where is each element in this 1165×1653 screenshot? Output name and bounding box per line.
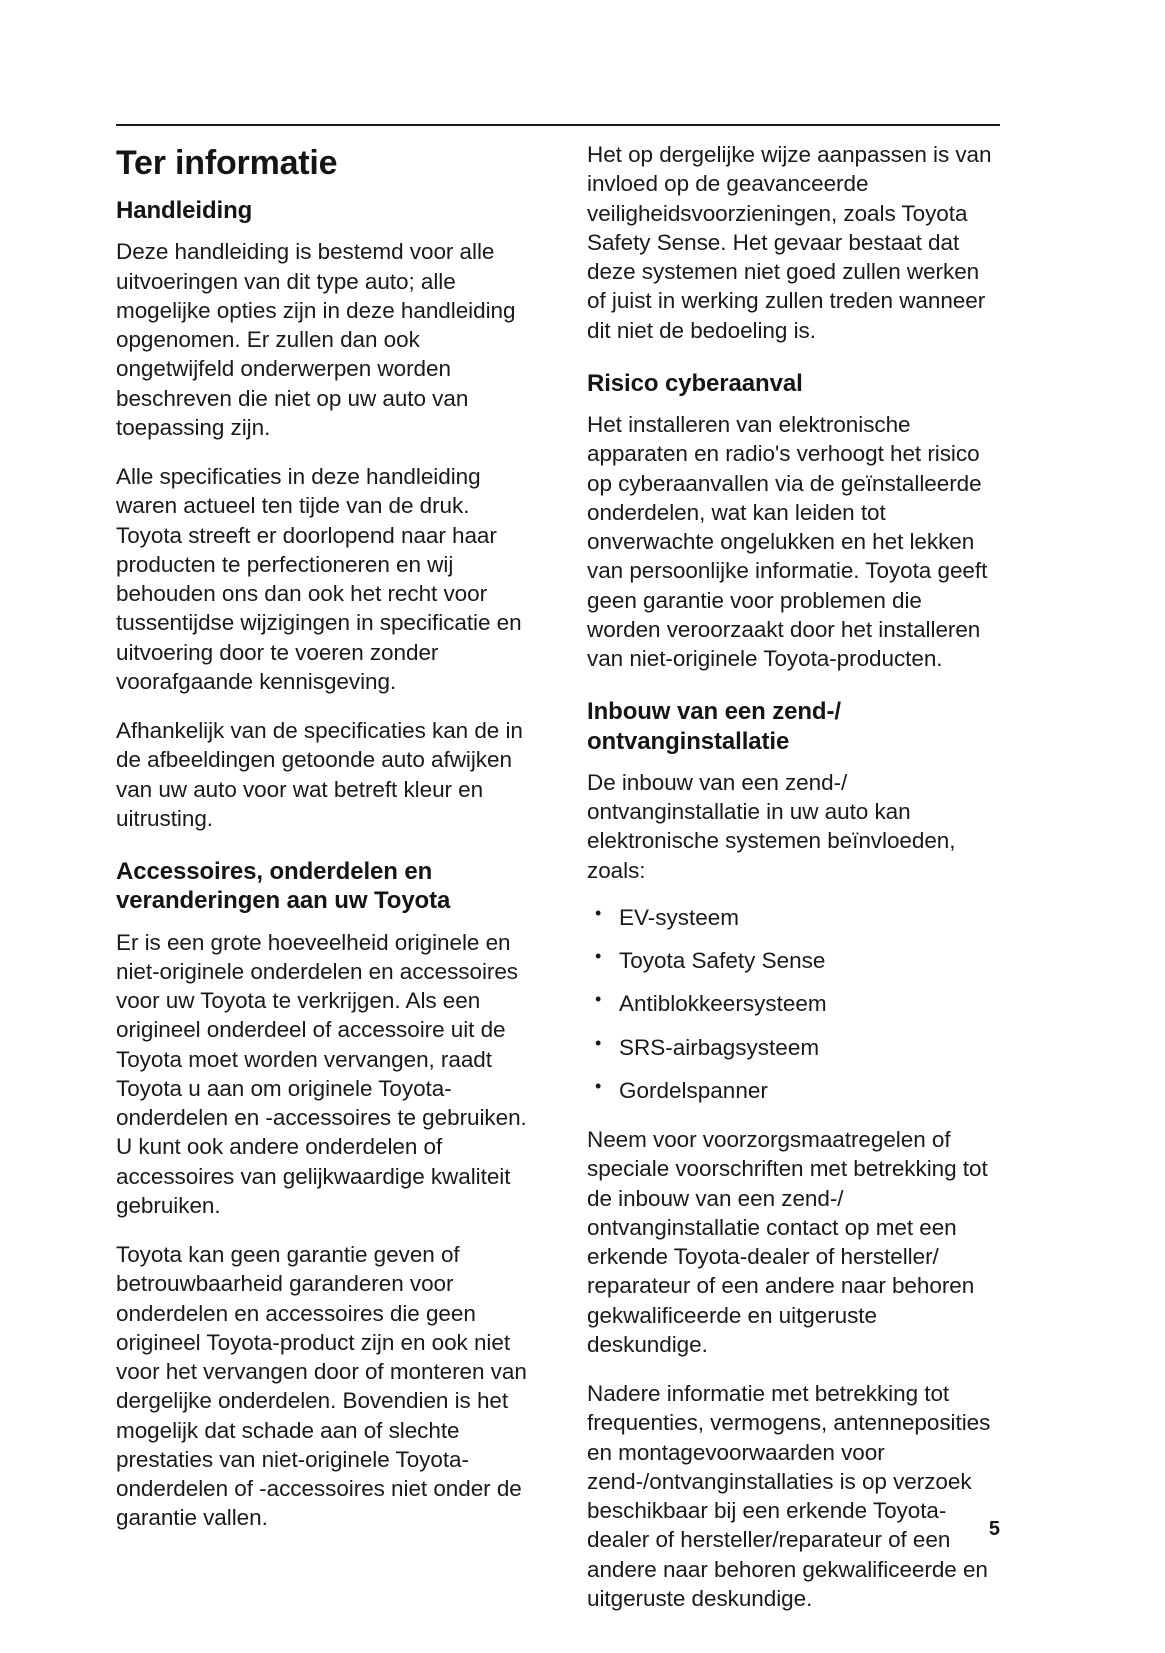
paragraph: Afhankelijk van de specificaties kan de in de afbeeldingen getoonde auto afwijken van uw auto voor wat betreft kleur en uitrusting. [116,718,523,831]
paragraph: Er is een grote hoeveelheid originele en niet-originele onderdelen en accessoires voor uw Toyota te verkrijgen. Als een origineel onderdeel of accessoire uit de Toyota moet worden vervangen, raadt Toyota u aan om originele Toyota-onderdelen en -accessoires te gebruiken. U kunt ook andere onderdelen of accessoires van gelijkwaardige kwaliteit gebruiken. [116,929,527,1218]
section-heading-inbouw-zend-ontvanginstallatie: Inbouw van een zend-/ ontvanginstallatie [587,698,841,755]
paragraph: Nadere informatie met betrekking tot frequenties, vermogens, antenneposities en montagevoorwaarden voor zend-/ontvanginstallaties is op verzoek beschikbaar bij een erkende Toyota-dealer of hersteller/reparateur of een andere naar behoren gekwalificeerde en uitgeruste deskundige. [587,1381,991,1611]
affected-systems-list [587,903,1000,1105]
two-column-layout [116,140,1000,1633]
page-title: Ter informatie [116,144,338,182]
list-item: • Toyota Safety Sense [587,946,1000,975]
section-heading-handleiding: Handleiding [116,197,253,225]
list-item: • Antiblokkeersysteem [587,989,1000,1018]
list-item: • Gordelspanner [587,1076,1000,1105]
paragraph: Het op dergelijke wijze aanpassen is van invloed op de geavanceerde veiligheidsvoorzieningen, zoals Toyota Safety Sense. Het gevaar bestaat dat deze systemen niet goed zullen werken of juist in werking zullen treden wanneer dit niet de bedoeling is. [587,142,992,343]
right-column [587,140,1000,1633]
paragraph: Het installeren van elektronische apparaten en radio's verhoogt het risico op cyberaanvallen via de geïnstalleerde onderdelen, wat kan leiden tot onverwachte ongelukken en het lekken van persoonlijke informatie. Toyota geeft geen garantie voor problemen die worden veroorzaakt door het installeren van niet-originele Toyota-producten. [587,412,988,672]
paragraph: Toyota kan geen garantie geven of betrouwbaarheid garanderen voor onderdelen en accessoires die geen origineel Toyota-product zijn en ook niet voor het vervangen door of monteren van dergelijke onderdelen. Bovendien is het mogelijk dat schade aan of slechte prestaties van niet-originele Toyota-onderdelen of -accessoires niet onder de garantie vallen. [116,1242,527,1531]
section-heading-accessoires: Accessoires, onderdelen en veranderingen aan uw Toyota [116,858,451,915]
page-number: 5 [988,1518,1000,1540]
paragraph: Neem voor voorzorgsmaatregelen of speciale voorschriften met betrekking tot de inbouw van een zend-/ ontvanginstallatie contact op met een erkende Toyota-dealer of hersteller/ reparateur of een andere naar behoren gekwalificeerde en uitgeruste deskundige. [587,1127,988,1357]
header-rule [116,124,1000,126]
paragraph: De inbouw van een zend-/ ontvanginstallatie in uw auto kan elektronische systemen beïnvloeden, zoals: [587,769,956,883]
paragraph: Alle specificaties in deze handleiding waren actueel ten tijde van de druk. Toyota streeft er doorlopend naar haar producten te perfectioneren en wij behouden ons dan ook het recht voor tussentijdse wijzigingen in specificatie en uitvoering door te voeren zonder voorafgaande kennisgeving. [116,464,522,694]
list-item: • EV-systeem [587,903,1000,932]
paragraph: Deze handleiding is bestemd voor alle uitvoeringen van dit type auto; alle mogelijke opties zijn in deze handleiding opgenomen. Er zullen dan ook ongetwijfeld onderwerpen worden beschreven die niet op uw auto van toepassing zijn. [116,239,516,440]
left-column [116,140,529,1553]
section-heading-risico-cyberaanval: Risico cyberaanval [587,369,803,397]
list-item: • SRS-airbagsysteem [587,1033,1000,1062]
